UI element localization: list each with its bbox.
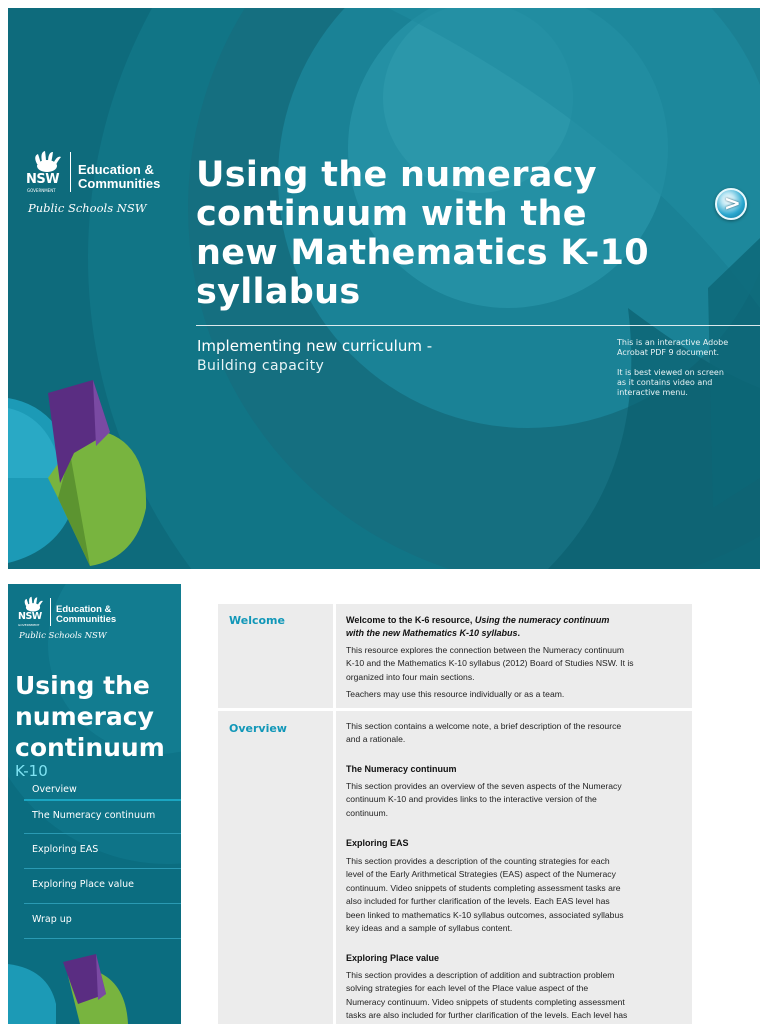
nav-divider <box>24 799 181 801</box>
text-line: tasks are also included for further clarification of the levels. Each level has <box>346 1010 628 1021</box>
resource-title-italic: with the new Mathematics K-10 syllabus <box>346 627 518 638</box>
sidebar-item-wrap-up[interactable] <box>24 905 181 940</box>
sidebar-item-label: Wrap up <box>32 914 72 925</box>
sidebar-item-overview[interactable] <box>24 780 181 802</box>
next-page-button[interactable] <box>715 188 747 220</box>
overview-intro <box>346 720 686 747</box>
content-table <box>218 604 692 1024</box>
cover-title-line: new Mathematics K-10 <box>196 233 649 273</box>
numeracy-continuum-heading: The Numeracy continuum <box>346 764 457 774</box>
text-line: Numeracy continuum. Video snippets of students completing assessment <box>346 996 625 1007</box>
text-line: been linked to mathematics K-10 syllabus outcomes, associated syllabus <box>346 909 624 920</box>
sidebar-title <box>15 670 165 763</box>
cover-title-line: syllabus <box>196 272 361 312</box>
numeracy-continuum-description <box>346 780 686 820</box>
cover-note-pdf <box>617 338 747 358</box>
sidebar-title-line: continuum <box>15 733 165 762</box>
sidebar-item-label: Overview <box>32 784 77 795</box>
logo-government-text: GOVERNMENT <box>27 188 56 193</box>
note-line: interactive menu. <box>617 388 688 397</box>
text-line: level of the Early Arithmetical Strategies (EAS) aspect of the Numeracy <box>346 869 616 880</box>
logo-department-line2: Communities <box>78 176 161 191</box>
logo-department-line1: Education & <box>56 604 112 615</box>
sidebar-item-label: The Numeracy continuum <box>32 810 156 821</box>
note-line: It is best viewed on screen <box>617 368 724 377</box>
sidebar-title-line: numeracy <box>15 702 154 731</box>
welcome-heading-line <box>346 627 686 640</box>
column-divider <box>333 604 336 1024</box>
text-line: This section provides an overview of the seven aspects of the Numeracy <box>346 781 622 791</box>
sidebar-nsw-logo <box>18 596 128 646</box>
text-line: solving strategies for each level of the Place value aspect of the <box>346 983 589 994</box>
sidebar-subtitle: K-10 <box>15 762 48 780</box>
sidebar-item-label: Exploring Place value <box>32 879 134 890</box>
cover-title-line: continuum with the <box>196 194 587 234</box>
sidebar-title-line: Using the <box>15 671 150 700</box>
cover-divider <box>196 325 760 326</box>
welcome-paragraph: Teachers may use this resource individually or as a team. <box>346 689 565 699</box>
cover-title-line: Using the numeracy <box>196 155 597 195</box>
cover-subtitle: Implementing new curriculum - <box>197 337 433 355</box>
text-line: continuum. <box>346 807 389 818</box>
cover-panel <box>8 8 760 569</box>
logo-department-line1: Education & <box>78 162 154 177</box>
sidebar-item-numeracy-continuum[interactable] <box>24 802 181 835</box>
cover-note-viewing <box>617 368 747 398</box>
cover-subtitle-secondary: Building capacity <box>197 358 325 374</box>
note-line: This is an interactive Adobe <box>617 338 729 347</box>
sidebar <box>8 584 181 1024</box>
logo-government-text: GOVERNMENT <box>18 623 40 627</box>
nav-divider <box>24 938 181 939</box>
text-line: This section provides a description of the counting strategies for each <box>346 856 610 866</box>
nav-divider <box>24 868 181 869</box>
welcome-heading-text: Welcome to the K-6 resource, <box>346 615 475 625</box>
exploring-eas-heading: Exploring EAS <box>346 838 409 848</box>
text-line: K-10 and the Mathematics K-10 syllabus (2012) Board of Studies NSW. It is <box>346 658 634 669</box>
text-line: key ideas and a sample of syllabus content. <box>346 923 513 934</box>
text-line: continuum. Video snippets of students completing assessment tasks are <box>346 882 621 893</box>
logo-department-line2: Communities <box>56 614 117 625</box>
logo-divider <box>70 152 71 192</box>
logo-divider <box>50 598 51 626</box>
exploring-eas-description <box>346 855 686 935</box>
section-label-overview: Overview <box>229 722 287 735</box>
text-line: organized into four main sections. <box>346 671 475 682</box>
nav-divider <box>24 903 181 904</box>
nsw-logo <box>26 150 176 220</box>
welcome-paragraph <box>346 644 686 684</box>
exploring-place-value-heading: Exploring Place value <box>346 953 440 963</box>
text-line: This section provides a description of addition and subtraction problem <box>346 970 615 980</box>
resource-title-italic: Using the numeracy continuum <box>474 615 610 625</box>
note-line: Acrobat PDF 9 document. <box>617 348 720 357</box>
text-line: This section contains a welcome note, a brief description of the resource <box>346 721 622 731</box>
sidebar-item-exploring-eas[interactable] <box>24 835 181 870</box>
text-line: continuum K-10 and provides links to the interactive version of the <box>346 794 597 805</box>
welcome-heading-text: . <box>517 627 521 638</box>
row-divider <box>218 708 692 711</box>
sidebar-item-exploring-place-value[interactable] <box>24 870 181 905</box>
welcome-heading <box>346 614 686 639</box>
chevron-right-icon: > <box>724 191 741 215</box>
text-line: and a rationale. <box>346 734 406 745</box>
text-line: also included for further clarification of the levels. Each EAS level has <box>346 896 610 907</box>
public-schools-nsw-text: Public Schools NSW <box>28 201 147 215</box>
public-schools-nsw-text: Public Schools NSW <box>19 631 107 641</box>
waratah-icon <box>29 150 65 174</box>
note-line: as it contains video and <box>617 378 713 387</box>
exploring-place-value-description <box>346 969 686 1023</box>
welcome-heading-line <box>346 614 686 627</box>
text-line: This resource explores the connection between the Numeracy continuum <box>346 645 625 655</box>
logo-nsw-text: NSW <box>26 172 60 187</box>
logo-nsw-text: NSW <box>18 611 42 622</box>
cover-title <box>196 156 666 312</box>
sidebar-item-label: Exploring EAS <box>32 844 99 855</box>
nav-divider <box>24 833 181 834</box>
section-label-welcome: Welcome <box>229 614 285 627</box>
